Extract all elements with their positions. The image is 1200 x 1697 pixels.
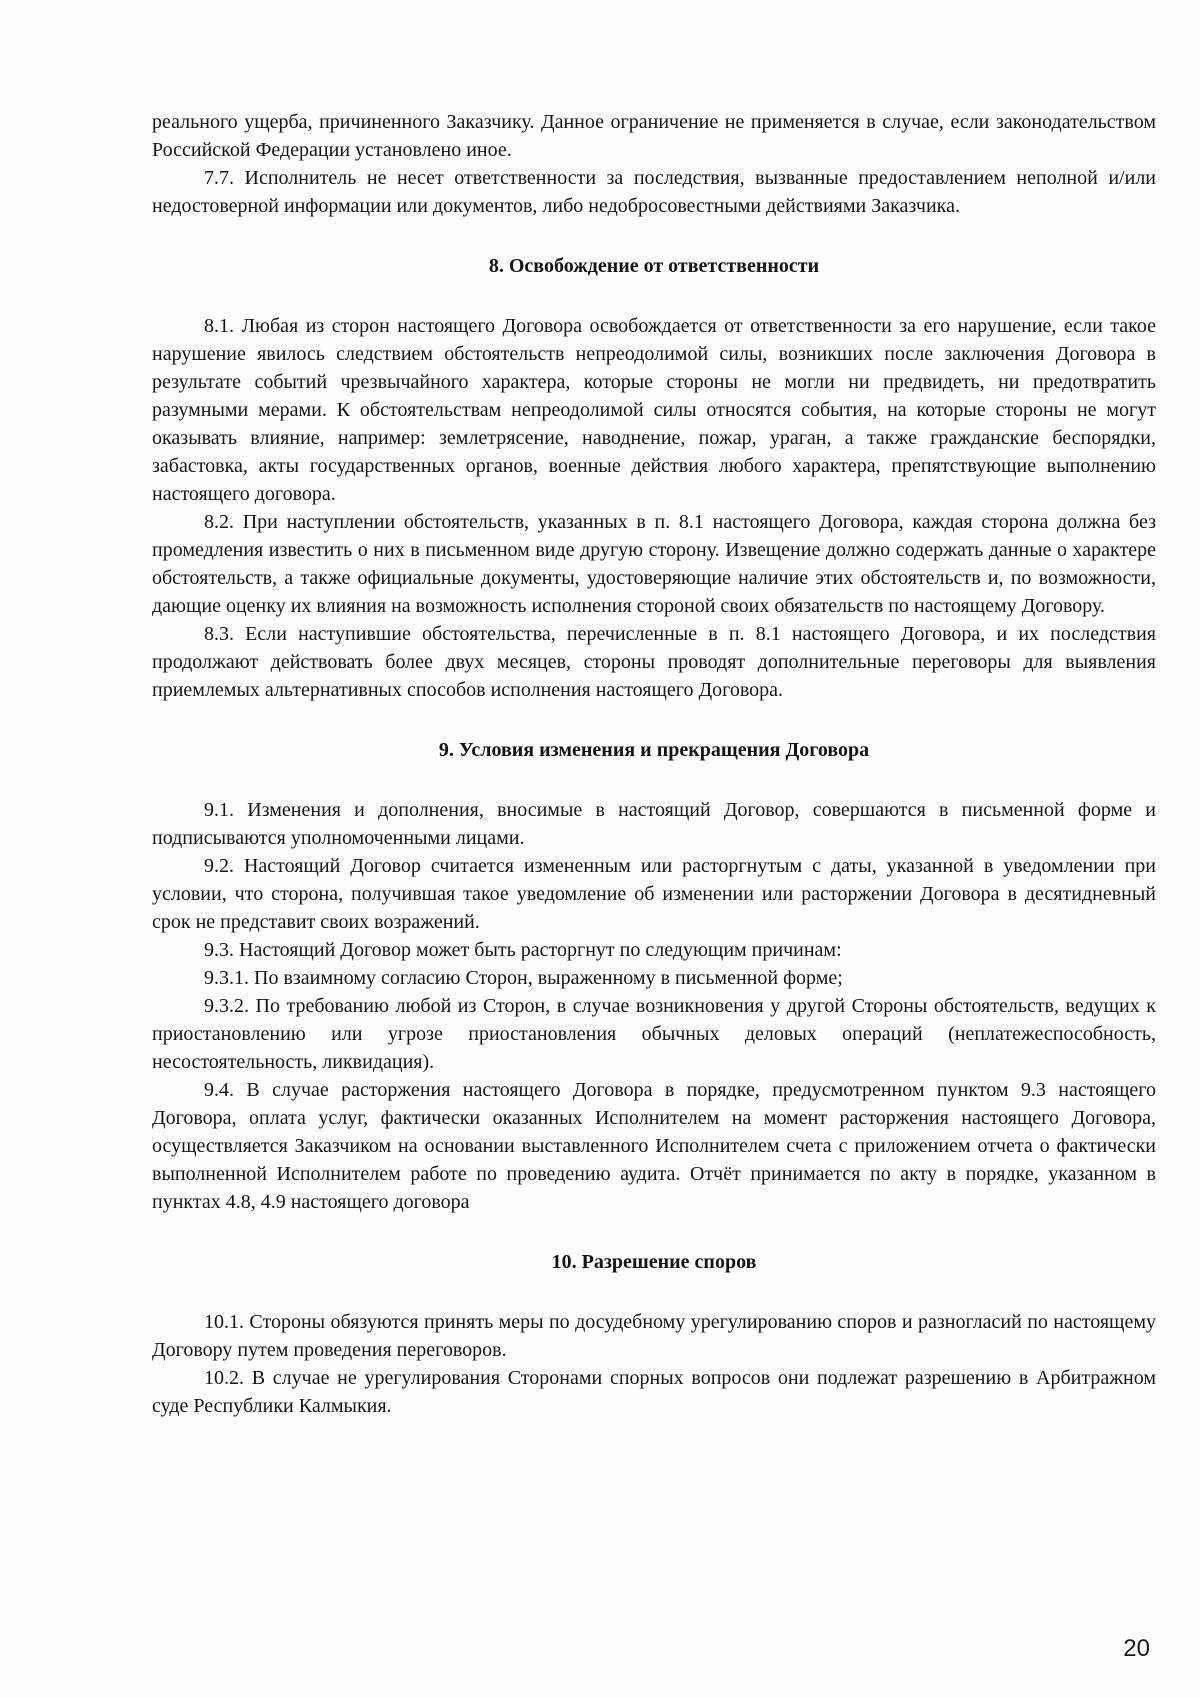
paragraph-9-4: 9.4. В случае расторжения настоящего Договора в порядке, предусмотренном пунктом 9.3 настоящего Договора, оплата услуг, фактически оказанных Исполнителем на момент расторжения настоящего Договора, осуществляется Заказчиком на основании выставленного Исполнителем счета с приложением отчета о фактически выполненной Исполнителем работе по проведению аудита. Отчёт принимается по акту в порядке, указанном в пунктах 4.8, 4.9 настоящего договора [152, 1079, 1156, 1213]
spacer [152, 280, 1156, 312]
spacer [152, 764, 1156, 796]
paragraph-10-2: 10.2. В случае не урегулирования Сторонами спорных вопросов они подлежат разрешению в Арбитражном суде Республики Калмыкия. [152, 1367, 1156, 1417]
paragraph-7-7: 7.7. Исполнитель не несет ответственности за последствия, вызванные предоставлением неполной и/или недостоверной информации или документов, либо недобросовестными действиями Заказчика. [152, 167, 1156, 217]
paragraph-8-3: 8.3. Если наступившие обстоятельства, перечисленные в п. 8.1 настоящего Договора, и их последствия продолжают действовать более двух месяцев, стороны проводят дополнительные переговоры для выявления приемлемых альтернативных способов исполнения настоящего Договора. [152, 623, 1156, 701]
paragraph-9-2: 9.2. Настоящий Договор считается измененным или расторгнутым с даты, указанной в уведомлении при условии, что сторона, получившая такое уведомление об изменении или расторжении Договора в десятидневный срок не представит своих возражений. [152, 855, 1156, 933]
paragraph-continuation: реального ущерба, причиненного Заказчику. Данное ограничение не применяется в случае, если законодательством Российской Федерации установлено иное. [152, 111, 1156, 161]
paragraph-9-3-2: 9.3.2. По требованию любой из Сторон, в случае возникновения у другой Стороны обстоятельств, ведущих к приостановлению или угрозе приостановления обычных деловых операций (неплатежеспособность, несостоятельность, ликвидация). [152, 995, 1156, 1073]
section-8-heading: 8. Освобождение от ответственности [488, 255, 820, 277]
spacer [152, 1276, 1156, 1308]
paragraph-9-3-1: 9.3.1. По взаимному согласию Сторон, выраженному в письменной форме; [204, 967, 843, 989]
spacer [152, 1216, 1156, 1248]
spacer [152, 220, 1156, 252]
page-number: 20 [1123, 1635, 1150, 1662]
paragraph-8-2: 8.2. При наступлении обстоятельств, указанных в п. 8.1 настоящего Договора, каждая сторона должна без промедления известить о них в письменном виде другую сторону. Извещение должно содержать данные о характере обстоятельств, а также официальные документы, удостоверяющие наличие этих обстоятельств и, по возможности, дающие оценку их влияния на возможность исполнения стороной своих обязательств по настоящему Договору. [152, 511, 1156, 617]
paragraph-8-1: 8.1. Любая из сторон настоящего Договора освобождается от ответственности за его нарушение, если такое нарушение явилось следствием обстоятельств непреодолимой силы, возникших после заключения Договора в результате событий чрезвычайного характера, которые стороны не могли ни предвидеть, ни предотвратить разумными мерами. К обстоятельствам непреодолимой силы относятся события, на которые стороны не могут оказывать влияние, например: землетрясение, наводнение, пожар, ураган, а также гражданские беспорядки, забастовка, акты государственных органов, военные действия любого характера, препятствующие выполнению настоящего договора. [152, 315, 1156, 505]
document-body [152, 108, 1156, 1420]
paragraph-9-1: 9.1. Изменения и дополнения, вносимые в настоящий Договор, совершаются в письменной форме и подписываются уполномоченными лицами. [152, 799, 1156, 849]
paragraph-9-3: 9.3. Настоящий Договор может быть расторгнут по следующим причинам: [204, 939, 842, 961]
section-10-heading: 10. Разрешение споров [551, 1251, 757, 1273]
section-9-heading: 9. Условия изменения и прекращения Договора [438, 739, 870, 761]
paragraph-10-1: 10.1. Стороны обязуются принять меры по досудебному урегулированию споров и разногласий по настоящему Договору путем проведения переговоров. [152, 1311, 1156, 1361]
spacer [152, 704, 1156, 736]
